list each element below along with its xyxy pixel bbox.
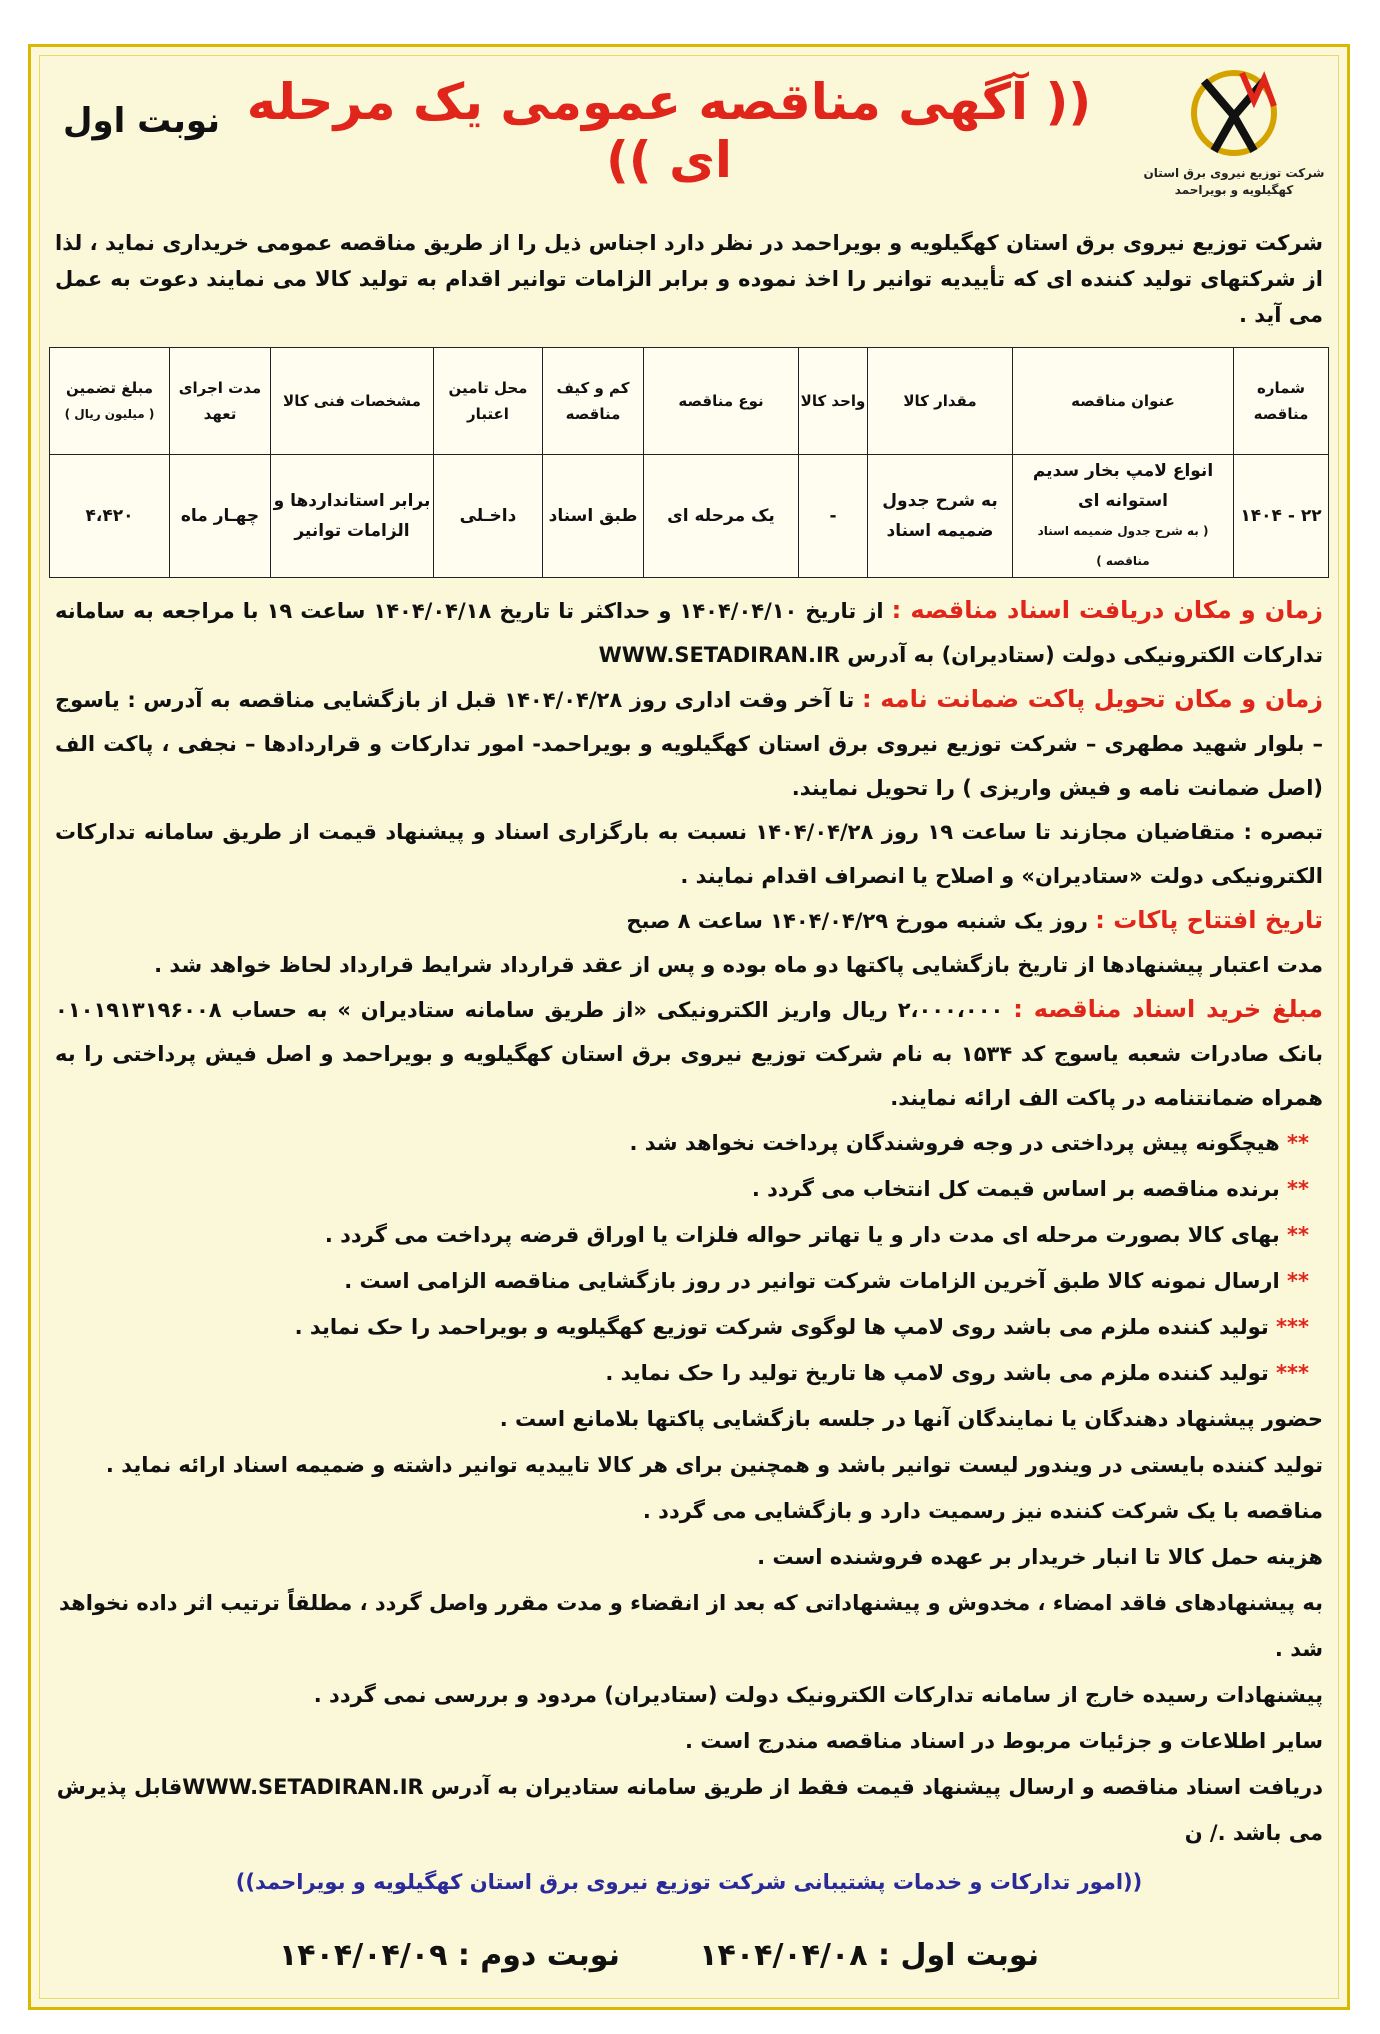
receive-section — [55, 588, 1323, 677]
col-unit: واحد کالا — [799, 348, 868, 455]
condition-text: برنده مناقصه بر اساس قیمت کل انتخاب می گردد . — [751, 1177, 1280, 1201]
col-type: نوع مناقصه — [644, 348, 799, 455]
condition-text: تولید کننده ملزم می باشد روی لامپ ها تاریخ تولید را حک نماید . — [605, 1361, 1269, 1385]
deliver-label: زمان و مکان تحویل پاکت ضمانت نامه : — [861, 685, 1323, 713]
condition-text: تولید کننده ملزم می باشد روی لامپ ها لوگوی شرکت توزیع کهگیلویه و بویراحمد را حک نماید . — [294, 1315, 1269, 1339]
rules-list — [49, 1396, 1329, 1764]
col-quantity: مقدار کالا — [868, 348, 1013, 455]
cell-quantity: به شرح جدول ضمیمه اسناد — [868, 455, 1013, 578]
condition-mark: ** — [1287, 1177, 1309, 1201]
cell-guarantee: ۴،۴۲۰ — [50, 455, 170, 578]
publish-dates — [49, 1924, 1329, 1994]
logo-icon — [1174, 61, 1294, 161]
cell-duration: چهـار ماه — [170, 455, 271, 578]
col-number: شماره مناقصه — [1234, 348, 1329, 455]
col-subject: عنوان مناقصه — [1013, 348, 1234, 455]
opening-label: تاریخ افتتاح پاکات : — [1095, 906, 1323, 934]
list-item — [55, 1120, 1309, 1166]
col-duration: مدت اجرای تعهد — [170, 348, 271, 455]
cell-number: ۲۲ - ۱۴۰۴ — [1234, 455, 1329, 578]
price-text: ۲،۰۰۰،۰۰۰ ریال واریز الکترونیکی «از طریق سامانه ستادیران » به حساب ۰۱۰۱۹۱۳۱۹۶۰۰۸ بانک صادرات شعبه یاسوج کد ۱۵۳۴ به نام شرکت توزیع نیروی برق استان کهگیلویه و بویراحمد و اصل فیش پرداختی را به همراه ضمانتنامه در پاکت الف ارائه نمایند. — [55, 998, 1323, 1110]
cell-unit: - — [799, 455, 868, 578]
table-header-row — [50, 348, 1329, 455]
final-line — [55, 1764, 1323, 1856]
validity-section: مدت اعتبار پیشنهادها از تاریخ بازگشایی پاکتها دو ماه بوده و پس از عقد قرارداد شرایط قرارداد لحاظ خواهد شد . — [154, 953, 1323, 977]
header — [49, 47, 1329, 217]
condition-text: ارسال نمونه کالا طبق آخرین الزامات شرکت توانیر در روز بازگشایی مناقصه الزامی است . — [344, 1269, 1280, 1293]
cell-subject-text: انواع لامپ بخار سدیم استوانه ای — [1032, 461, 1214, 511]
note-section: تبصره : متقاضیان مجازند تا ساعت ۱۹ روز ۱۴۰۴/۰۴/۲۸ نسبت به بارگزاری اسناد و پیشنهاد قیمت از طریق سامانه تدارکات الکترونیکی دولت «ستادیران» و اصلاح یا انصراف اقدام نمایند . — [55, 820, 1323, 888]
round-label: نوبت اول — [63, 101, 220, 141]
cell-type: یک مرحله ای — [644, 455, 799, 578]
col-funding: محل تامین اعتبار — [434, 348, 543, 455]
receive-label: زمان و مکان دریافت اسناد مناقصه : — [891, 596, 1323, 624]
receive-text: از تاریخ ۱۴۰۴/۰۴/۱۰ و حداکثر تا تاریخ ۱۴۰۴/۰۴/۱۸ ساعت ۱۹ با مراجعه به سامانه تدارکات الکترونیکی دولت (ستادیران) به آدرس — [55, 599, 1323, 667]
page-title: (( آگهی مناقصه عمومی یک مرحله ای )) — [246, 73, 1092, 189]
deliver-text: تا آخر وقت اداری روز ۱۴۰۴/۰۴/۲۸ قبل از بازگشایی مناقصه به آدرس : یاسوج – بلوار شهید مطهری – شرکت توزیع نیروی برق استان کهگیلویه و بویراحمد- امور تدارکات و قراردادها – نجفی ، پاکت الف (اصل ضمانت نامه و فیش واریزی ) را تحویل نمایند. — [55, 688, 1323, 800]
logo-text-line1: شرکت توزیع نیروی برق استان — [1143, 166, 1325, 180]
col-guarantee-unit: ( میلیون ریال ) — [64, 407, 155, 421]
company-logo — [1139, 61, 1329, 211]
footer-note: ((امور تدارکات و خدمات پشتیبانی شرکت توزیع نیروی برق استان کهگیلویه و بویراحمد)) — [235, 1870, 1143, 1894]
list-item — [55, 1304, 1309, 1350]
intro-paragraph: شرکت توزیع نیروی برق استان کهگیلویه و بویراحمد در نظر دارد اجناس ذیل را از طریق مناقصه عمومی خریداری نماید ، لذا از شرکتهای تولید کننده ای که تأییدیه توانیر را اخذ نموده و برابر الزامات توانیر اقدام به تولید کالا می نمایند دعوت به عمل می آید . — [55, 231, 1323, 327]
list-item: به پیشنهادهای فاقد امضاء ، مخدوش و پیشنهاداتی که بعد از انقضاء و مدت مقرر واصل گردد ، مطلقاً ترتیب اثر داده نخواهد شد . — [59, 1591, 1323, 1661]
table-row — [50, 455, 1329, 578]
notice-content — [49, 47, 1329, 1994]
opening-text: روز یک شنبه مورخ ۱۴۰۴/۰۴/۲۹ ساعت ۸ صبح — [626, 909, 1096, 933]
col-quality: کم و کیف مناقصه — [543, 348, 644, 455]
condition-mark: ** — [1287, 1269, 1309, 1293]
condition-text: بهای کالا بصورت مرحله ای مدت دار و یا تهاتر حواله فلزات یا اوراق قرضه پرداخت می گردد . — [324, 1223, 1280, 1247]
col-specs: مشخصات فنی کالا — [271, 348, 434, 455]
first-round-date: نوبت اول : ۱۴۰۴/۰۴/۰۸ — [699, 1938, 1039, 1973]
list-item: سایر اطلاعات و جزئیات مربوط در اسناد مناقصه مندرج است . — [684, 1729, 1323, 1753]
cell-specs: برابر استانداردها و الزامات توانیر — [271, 455, 434, 578]
second-round-date: نوبت دوم : ۱۴۰۴/۰۴/۰۹ — [279, 1938, 620, 1973]
opening-section — [55, 898, 1323, 943]
cell-funding: داخـلی — [434, 455, 543, 578]
price-label: مبلغ خرید اسناد مناقصه : — [1013, 995, 1323, 1023]
cell-subject-note: ( به شرح جدول ضمیمه اسناد مناقصه ) — [1037, 524, 1209, 568]
condition-mark: ** — [1287, 1223, 1309, 1247]
condition-mark: *** — [1276, 1361, 1309, 1385]
cell-quality: طبق اسناد — [543, 455, 644, 578]
final-line-a: دریافت اسناد مناقصه و ارسال پیشنهاد قیمت فقط از طریق سامانه ستادیران به آدرس — [423, 1775, 1323, 1799]
list-item: پیشنهادات رسیده خارج از سامانه تدارکات الکترونیک دولت (ستادیران) مردود و بررسی نمی گردد . — [313, 1683, 1323, 1707]
condition-mark: ** — [1287, 1131, 1309, 1155]
list-item: هزینه حمل کالا تا انبار خریدار بر عهده فروشنده است . — [757, 1545, 1323, 1569]
list-item — [55, 1212, 1309, 1258]
col-guarantee — [50, 348, 170, 455]
final-url[interactable]: WWW.SETADIRAN.IR — [182, 1775, 424, 1799]
col-guarantee-label: مبلغ تضمین — [65, 379, 154, 397]
list-item: مناقصه با یک شرکت کننده نیز رسمیت دارد و بازگشایی می گردد . — [642, 1499, 1323, 1523]
cell-subject — [1013, 455, 1234, 578]
list-item — [55, 1258, 1309, 1304]
list-item — [55, 1350, 1309, 1396]
condition-mark: *** — [1276, 1315, 1309, 1339]
list-item: حضور پیشنهاد دهندگان یا نمایندگان آنها در جلسه بازگشایی پاکتها بلامانع است . — [499, 1407, 1323, 1431]
list-item — [55, 1166, 1309, 1212]
tender-table — [49, 347, 1329, 578]
price-section — [55, 987, 1323, 1120]
conditions-list — [49, 1120, 1315, 1396]
receive-url[interactable]: WWW.SETADIRAN.IR — [598, 643, 840, 667]
logo-text-line2: کهگیلویه و بویراحمد — [1174, 183, 1294, 197]
condition-text: هیچگونه پیش پرداختی در وجه فروشندگان پرداخت نخواهد شد . — [629, 1131, 1280, 1155]
final-line-b: قابل پذیرش می باشد ./ ن — [56, 1775, 1323, 1845]
list-item: تولید کننده بایستی در ویندور لیست توانیر باشد و همچنین برای هر کالا تاییدیه توانیر داشته و ضمیمه اسناد ارائه نماید . — [105, 1453, 1323, 1477]
notice-frame — [28, 44, 1350, 2010]
deliver-section — [55, 677, 1323, 810]
